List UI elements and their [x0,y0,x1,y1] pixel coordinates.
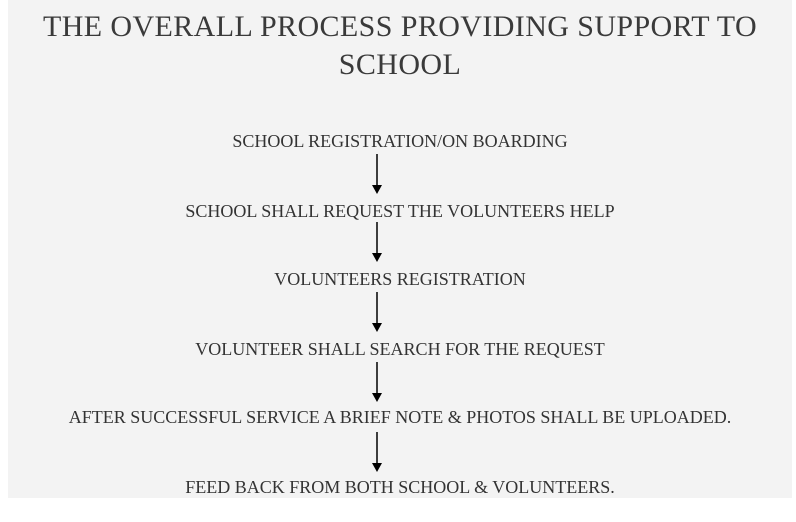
step-upload-note: AFTER SUCCESSFUL SERVICE A BRIEF NOTE & PHOTOS SHALL BE UPLOADED. [68,407,732,427]
arrow-down-icon [370,362,384,404]
diagram-title: THE OVERALL PROCESS PROVIDING SUPPORT TO SCHOOL [42,10,758,81]
step-feedback: FEED BACK FROM BOTH SCHOOL & VOLUNTEERS. [185,477,615,497]
arrow-down-icon [370,292,384,334]
step-school-registration: SCHOOL REGISTRATION/ON BOARDING [232,131,568,151]
arrow-down-icon [370,432,384,474]
arrow-down-icon [370,222,384,264]
step-school-request: SCHOOL SHALL REQUEST THE VOLUNTEERS HELP [185,201,615,221]
step-volunteer-registration: VOLUNTEERS REGISTRATION [274,269,526,289]
step-volunteer-search: VOLUNTEER SHALL SEARCH FOR THE REQUEST [195,339,605,359]
arrow-down-icon [370,154,384,196]
